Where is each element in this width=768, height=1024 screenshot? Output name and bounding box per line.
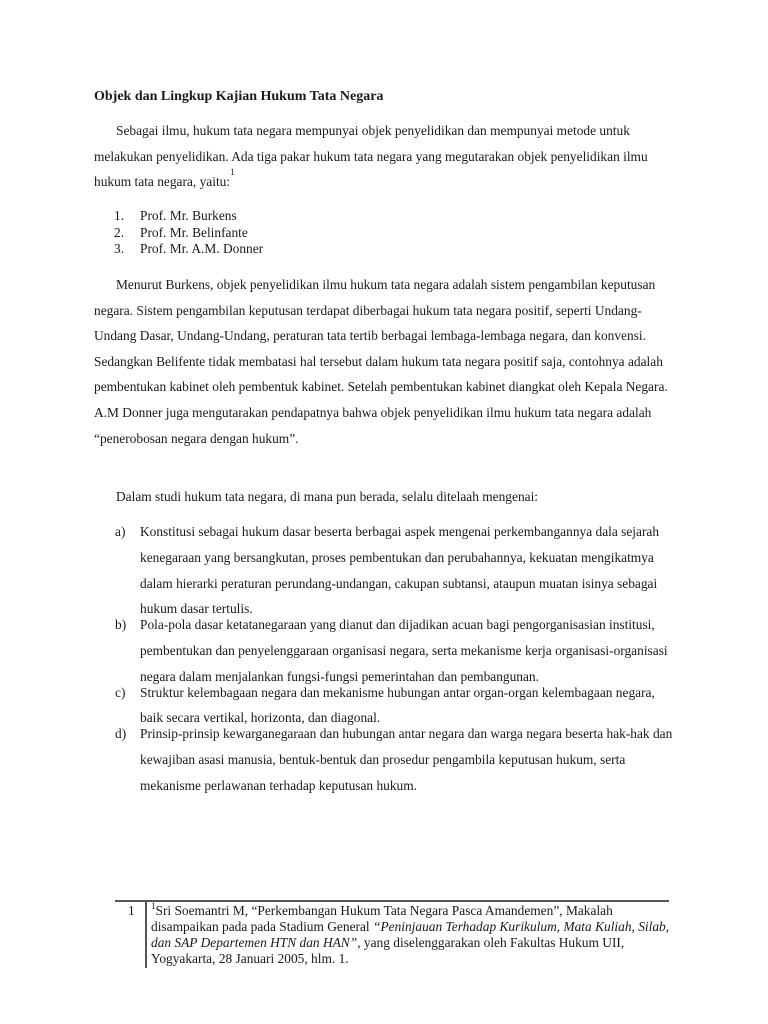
list-item xyxy=(114,225,263,242)
footnote-text-end: , yang diselenggarakan oleh Fakultas Hukum UII, Yogyakarta, 28 Januari 2005, hlm. 1. xyxy=(151,935,625,966)
list-item xyxy=(94,612,679,689)
list-item xyxy=(114,208,263,225)
list-item-text: Prof. Mr. Belinfante xyxy=(140,224,248,240)
list-item-text: Konstitusi sebagai hukum dasar beserta berbagai aspek mengenai perkembangannya dala sejarah kenegaraan yang bersangkutan, proses pembentukan dan perubahannya, kekuatan mengikatmya dalam hierarki peraturan perundang-undangan, cakupan subtansi, ataupun muatan isinya sebagai hukum dasar tertulis. xyxy=(140,524,660,617)
list-item xyxy=(114,241,263,258)
list-marker: c) xyxy=(115,684,126,700)
list-item-text: Prof. Mr. A.M. Donner xyxy=(140,241,264,257)
footnote-divider xyxy=(145,901,147,968)
list-marker: a) xyxy=(115,524,126,539)
list-item-text: Pola-pola dasar ketatanegaraan yang dianut dan dijadikan acuan bagi pengorganisasian institusi, pembentukan dan penyelenggaraan organisasi negara, serta mekanisme kerja organisasi-organisasi negara dalam menjalankan fungsi-fungsi pemerintahan dan pembangunan. xyxy=(140,617,668,684)
page-number: 1 xyxy=(128,903,135,918)
footnote-marker: 1 xyxy=(151,901,156,911)
list-marker: 2. xyxy=(114,224,125,240)
footnote-reference[interactable]: 1 xyxy=(230,167,235,178)
list-marker: 3. xyxy=(114,241,125,257)
intro-paragraph-text: Sebagai ilmu, hukum tata negara mempunyai objek penyelidikan dan mempunyai metode untuk melakukan penyelidikan. Ada tiga pakar hukum tata negara yang megutarakan objek penyelidikan ilmu hukum tata negara, yaitu: xyxy=(94,123,648,190)
list-marker: 1. xyxy=(114,208,125,223)
document-heading: Objek dan Lingkup Kajian Hukum Tata Negara xyxy=(94,89,384,104)
list-item xyxy=(94,721,679,798)
list-item-text: Struktur kelembagaan negara dan mekanisme hubungan antar organ-organ kelembagaan negara, baik secara vertikal, horizonta, dan diagonal. xyxy=(140,684,655,726)
topics-list xyxy=(94,519,679,799)
footnote-italic-title: “Peninjauan Terhadap Kurikulum, Mata Kuliah, Silab, dan SAP Departemen HTN dan HAN” xyxy=(151,919,670,950)
list-marker: b) xyxy=(115,617,127,633)
body-paragraph-burkens: Menurut Burkens, objek penyelidikan ilmu hukum tata negara adalah sistem pengambilan keputusan negara. Sistem pengambilan keputusan terdapat diberbagai hukum tata negara positif, seperti Undang-Undang Dasar, Undang-Undang, peraturan tata tertib berbagai lembaga-lembaga negara, dan konvensi. Sedangkan Belifente tidak membatasi hal tersebut dalam hukum tata negara positif saja, contohnya adalah pembentukan kabinet oleh pembentuk kabinet. Setelah pembentukan kabinet diangkat oleh Kepala Negara. A.M Donner juga mengutarakan pendapatnya bahwa objek penyelidikan ilmu hukum tata negara adalah “penerobosan negara dengan hukum”. xyxy=(94,277,668,446)
footnote-text: Sri Soemantri M, “Perkembangan Hukum Tata Negara Pasca Amandemen”, Makalah disampaikan pada pada Stadium General xyxy=(151,903,613,934)
intro-paragraph xyxy=(94,118,679,195)
list-item xyxy=(94,519,679,622)
list-marker: d) xyxy=(115,726,127,742)
experts-list xyxy=(114,208,263,258)
body-paragraph-topics-intro: Dalam studi hukum tata negara, di mana pun berada, selalu ditelaah mengenai: xyxy=(116,489,539,504)
list-item-text: Prof. Mr. Burkens xyxy=(140,208,237,223)
footnote xyxy=(151,903,671,967)
list-item-text: Prinsip-prinsip kewarganegaraan dan hubungan antar negara dan warga negara beserta hak-hak dan kewajiban asasi manusia, bentuk-bentuk dan prosedur pengambila keputusan hukum, serta mekanisme perlawanan terhadap keputusan hukum. xyxy=(140,726,673,793)
footnote-separator xyxy=(115,900,669,902)
